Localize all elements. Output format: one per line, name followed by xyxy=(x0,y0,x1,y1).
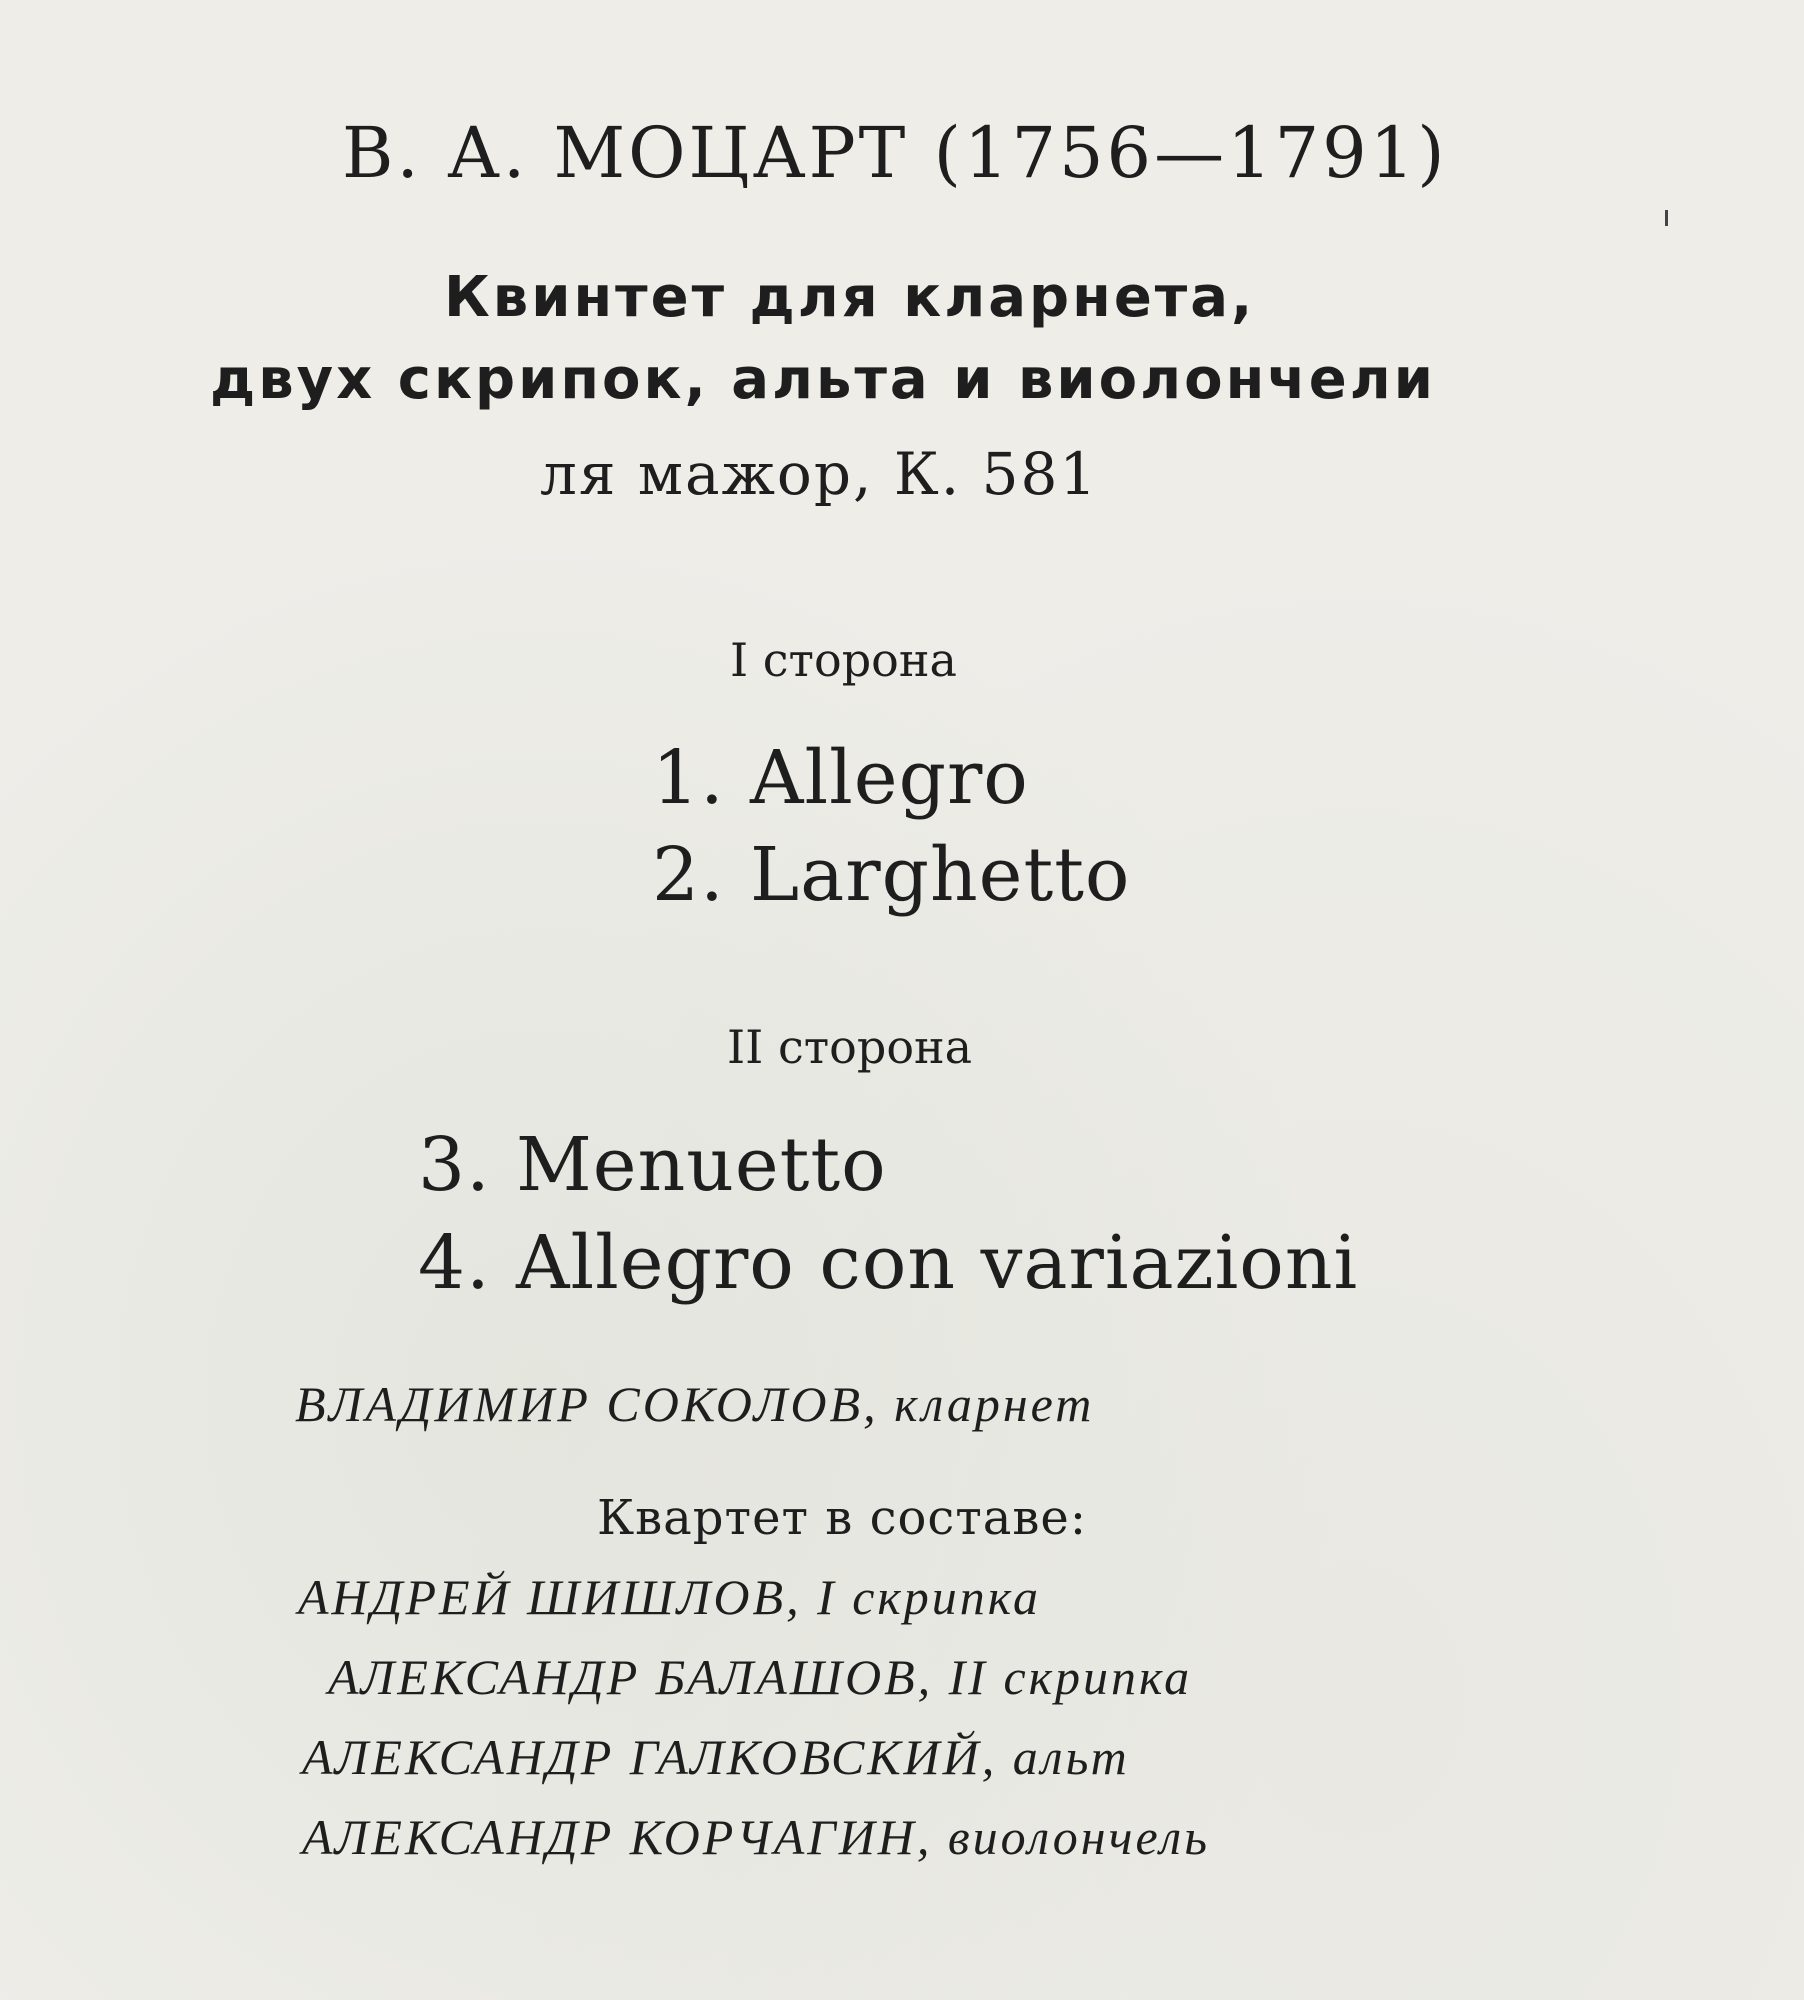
track-1 xyxy=(652,735,1029,821)
track-2 xyxy=(652,832,1130,918)
track-number: 3. xyxy=(418,1122,491,1208)
soloist-name: ВЛАДИМИР СОКОЛОВ, xyxy=(295,1376,879,1432)
track-4 xyxy=(418,1220,1358,1306)
track-3 xyxy=(418,1122,887,1208)
quartet-heading: Квартет в составе: xyxy=(597,1490,1088,1546)
composer-years: (1756—1791) xyxy=(933,112,1448,194)
track-number: 4. xyxy=(418,1220,491,1306)
member-name: АНДРЕЙ ШИШЛОВ, xyxy=(298,1569,802,1625)
work-key-catalogue: ля мажор, К. 581 xyxy=(540,440,1099,508)
quartet-member xyxy=(302,1728,1130,1786)
quartet-member xyxy=(298,1568,1041,1626)
print-mark xyxy=(1665,210,1668,226)
soloist-credit xyxy=(295,1375,1094,1433)
track-number: 1. xyxy=(652,735,725,821)
member-instrument: виолончель xyxy=(947,1809,1210,1865)
track-title: Allegro xyxy=(750,735,1029,821)
track-number: 2. xyxy=(652,832,725,918)
track-title: Menuetto xyxy=(516,1122,887,1208)
member-name: АЛЕКСАНДР БАЛАШОВ, xyxy=(328,1649,934,1705)
work-title-line-2: двух скрипок, альта и виолончели xyxy=(210,347,1436,412)
composer-line xyxy=(342,112,1448,194)
track-title: Allegro con variazioni xyxy=(516,1220,1359,1306)
composer-name: В. А. МОЦАРТ xyxy=(342,112,909,194)
member-name: АЛЕКСАНДР КОРЧАГИН, xyxy=(302,1809,933,1865)
quartet-member xyxy=(328,1648,1192,1706)
work-title-line-1: Квинтет для кларнета, xyxy=(444,265,1256,330)
member-name: АЛЕКСАНДР ГАЛКОВСКИЙ, xyxy=(302,1729,998,1785)
side-2-heading: II сторона xyxy=(727,1020,973,1074)
member-instrument: I скрипка xyxy=(817,1569,1041,1625)
side-1-heading: I сторона xyxy=(730,633,957,687)
track-title: Larghetto xyxy=(750,832,1131,918)
member-instrument: II скрипка xyxy=(948,1649,1193,1705)
member-instrument: альт xyxy=(1012,1729,1130,1785)
quartet-member xyxy=(302,1808,1210,1866)
soloist-instrument: кларнет xyxy=(894,1376,1095,1432)
